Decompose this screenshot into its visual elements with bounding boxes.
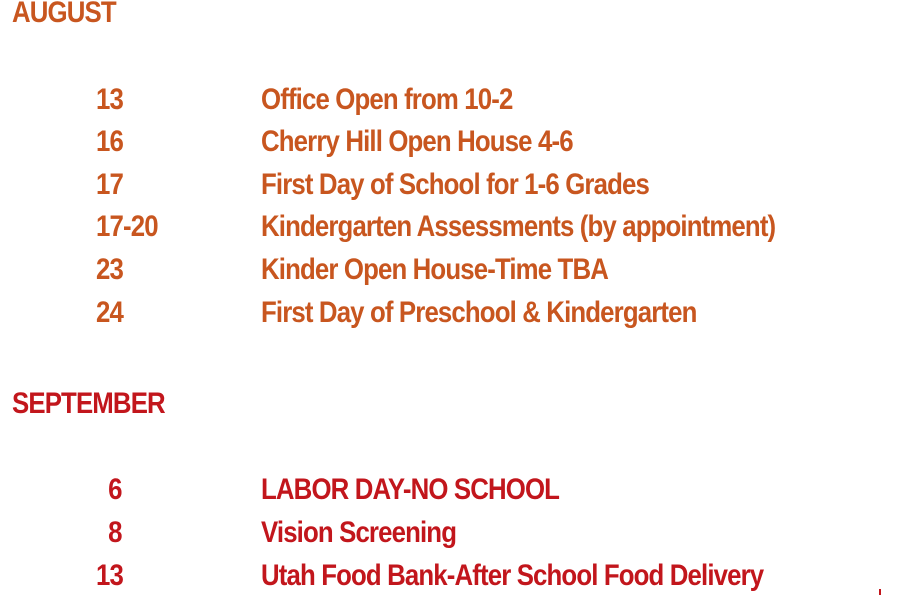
event-date: 6	[108, 473, 122, 506]
event-row	[0, 170, 900, 210]
event-row	[0, 85, 900, 125]
event-description: Cherry Hill Open House 4-6	[261, 125, 573, 158]
event-description: First Day of School for 1-6 Grades	[261, 168, 649, 201]
event-date: 24	[96, 296, 123, 329]
event-description: First Day of Preschool & Kindergarten	[261, 296, 697, 329]
event-date: 16	[96, 125, 123, 158]
event-date: 8	[108, 516, 122, 549]
event-row	[0, 298, 900, 338]
event-date: 23	[96, 253, 123, 286]
event-row	[0, 255, 900, 295]
event-date: 13	[96, 83, 123, 116]
event-row	[0, 518, 900, 558]
event-row	[0, 212, 900, 252]
stray-mark	[879, 589, 881, 595]
event-row	[0, 127, 900, 167]
event-date: 13	[96, 559, 123, 592]
event-row	[0, 475, 900, 515]
event-description: Kindergarten Assessments (by appointment)	[261, 210, 776, 243]
month-heading-august: AUGUST	[12, 0, 116, 29]
event-description: Kinder Open House-Time TBA	[261, 253, 609, 286]
event-description: Utah Food Bank-After School Food Delivery	[261, 559, 764, 592]
event-description: LABOR DAY-NO SCHOOL	[261, 473, 560, 506]
event-date: 17	[96, 168, 123, 201]
event-date: 17-20	[96, 210, 158, 243]
event-description: Vision Screening	[261, 516, 457, 549]
event-description: Office Open from 10-2	[261, 83, 513, 116]
event-row	[0, 561, 900, 601]
month-heading-september: SEPTEMBER	[12, 387, 165, 420]
